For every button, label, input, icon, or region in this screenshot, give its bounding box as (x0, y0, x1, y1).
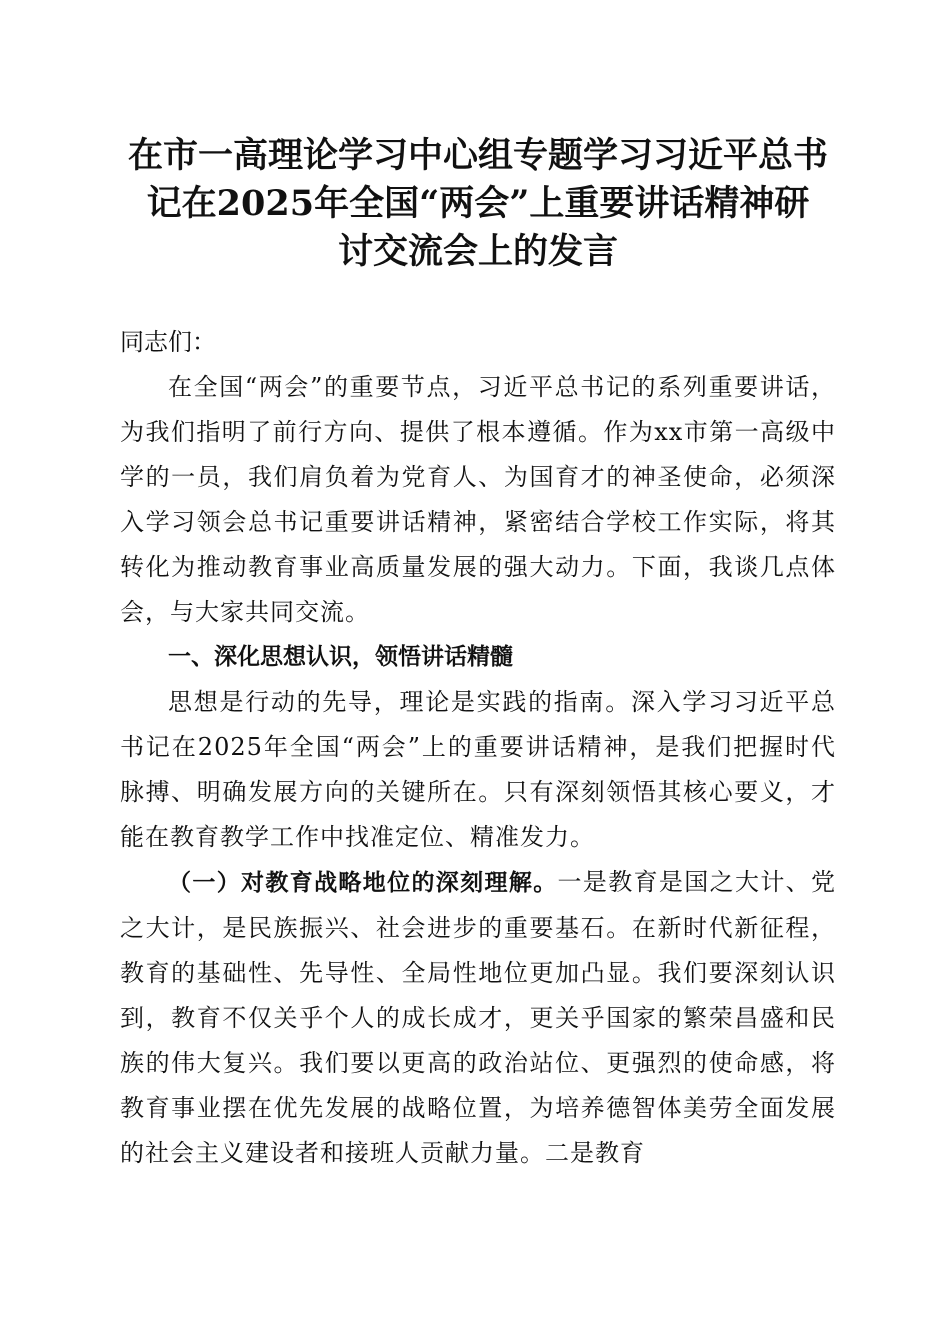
title-line-2: 记在2025年全国“两会”上重要讲话精神研 (146, 183, 810, 224)
section-1-paragraph: 思想是行动的先导，理论是实践的指南。深入学习习近平总书记在2025年全国“两会”上的重要讲话精神，是我们把握时代脉搏、明确发展方向的关键所在。只有深刻领悟其核心要义，才能在教育教学工作中找准定位、精准发力。 (120, 688, 836, 851)
title-line-3: 讨交流会上的发言 (337, 231, 618, 272)
title-line-1: 在市一高理论学习中心组专题学习习近平总书 (127, 135, 828, 176)
subsection-1-paragraph (120, 860, 836, 1176)
section-heading-1: 一、深化思想认识，领悟讲话精髓 (168, 644, 513, 670)
document-page (120, 132, 836, 1176)
subsection-1-lead: （一）对教育战略地位的深刻理解。 (168, 870, 558, 896)
document-title (120, 132, 836, 276)
intro-paragraph: 在全国“两会”的重要节点，习近平总书记的系列重要讲话，为我们指明了前行方向、提供了根本遵循。作为xx市第一高级中学的一员，我们肩负着为党育人、为国育才的神圣使命，必须深入学习领会总书记重要讲话精神，紧密结合学校工作实际，将其转化为推动教育事业高质量发展的强大动力。下面，我谈几点体会，与大家共同交流。 (120, 373, 836, 626)
salutation: 同志们： (120, 328, 216, 356)
subsection-1-body: 一是教育是国之大计、党之大计，是民族振兴、社会进步的重要基石。在新时代新征程，教育的基础性、先导性、全局性地位更加凸显。我们要深刻认识到，教育不仅关乎个人的成长成才，更关乎国家的繁荣昌盛和民族的伟大复兴。我们要以更高的政治站位、更强烈的使命感，将教育事业摆在优先发展的战略位置，为培养德智体美劳全面发展的社会主义建设者和接班人贡献力量。二是教育 (120, 868, 837, 1167)
